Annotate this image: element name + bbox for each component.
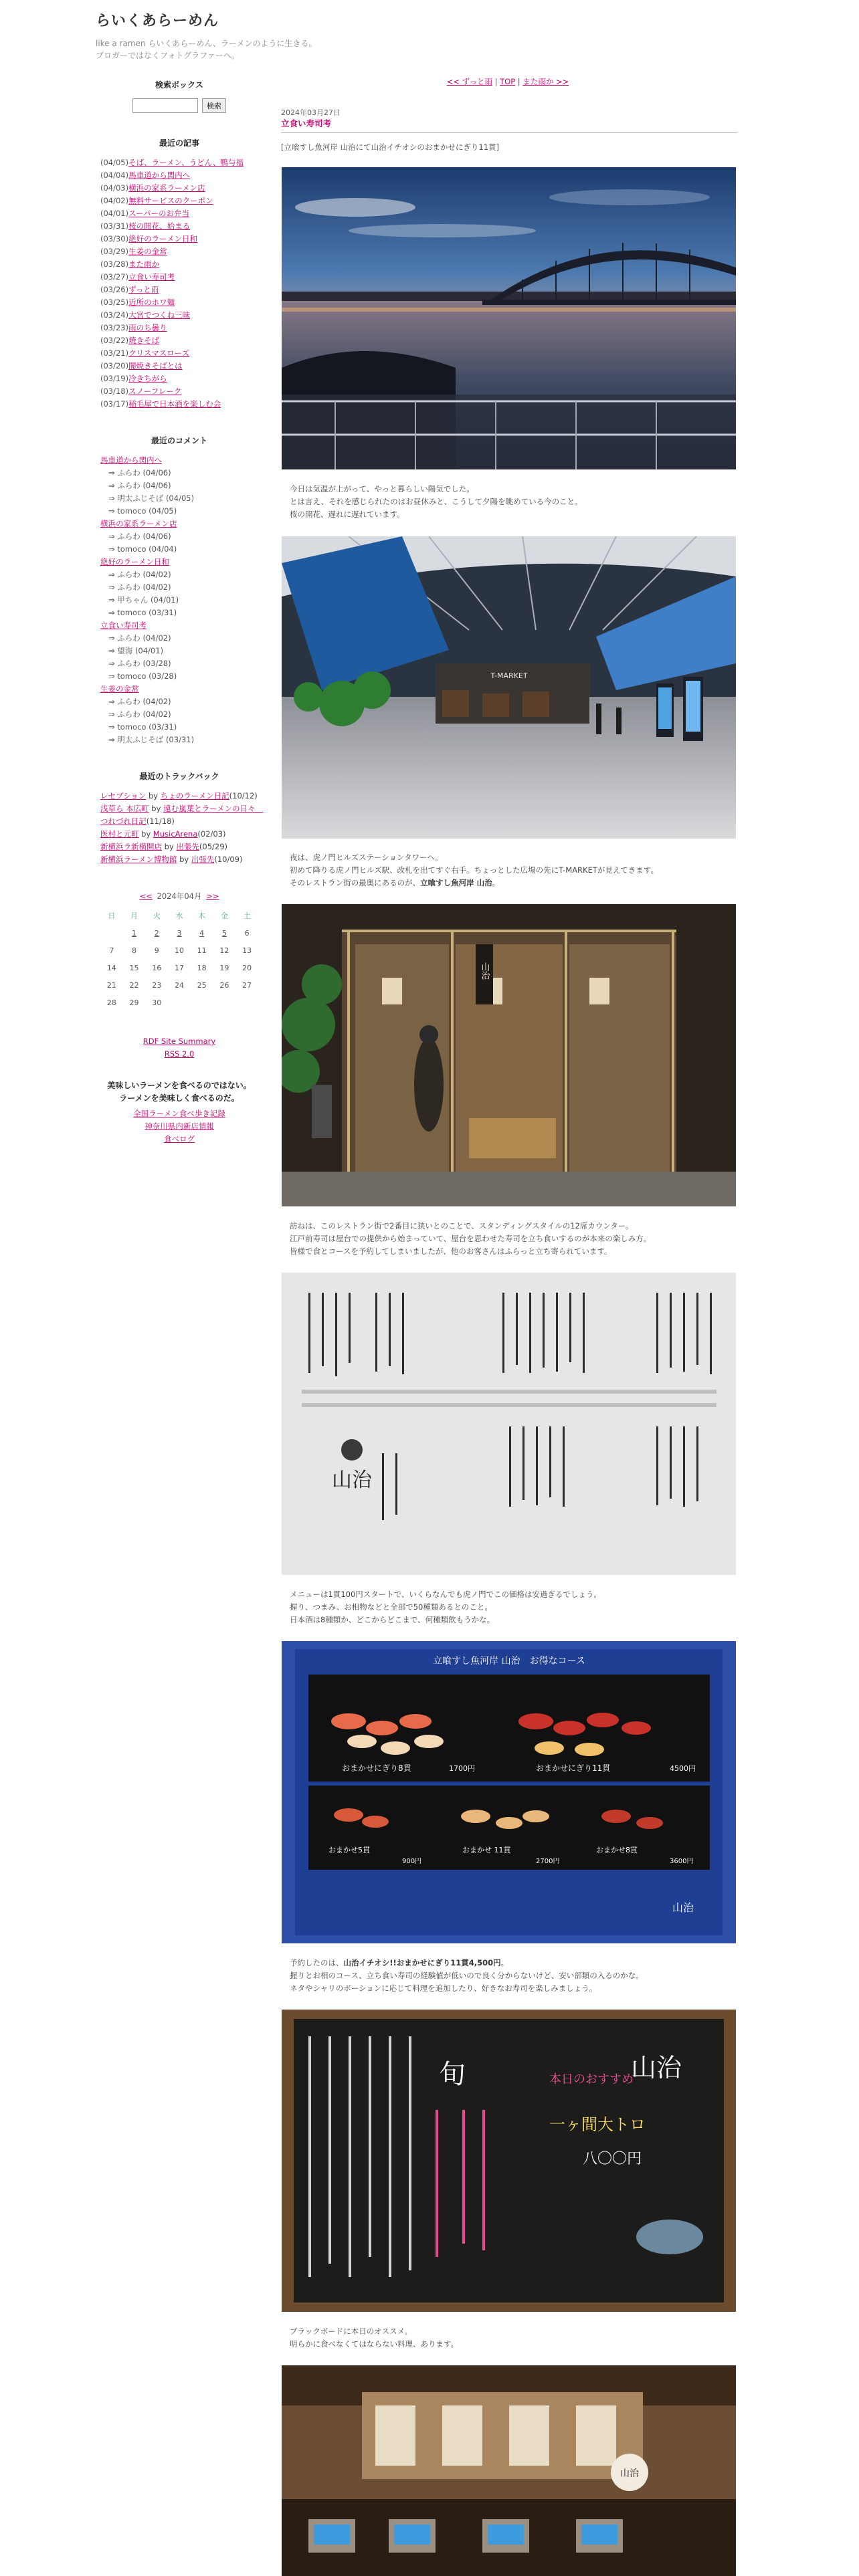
calendar-day[interactable]: 3	[177, 928, 182, 938]
post-paragraph-3	[290, 1220, 731, 1258]
trackback-item	[100, 802, 264, 828]
calendar-day: 21	[106, 980, 116, 990]
trackback-by: by	[146, 791, 161, 800]
trackback-date: (05/29)	[199, 842, 228, 851]
recent-entry-link[interactable]: 闇焼きそばとは	[128, 361, 183, 370]
recent-entry-link[interactable]: ずっと雨	[128, 285, 159, 294]
post-paragraph-5	[290, 1957, 731, 1995]
photo-course-menu	[282, 1641, 736, 1943]
calendar-weekday: 金	[220, 911, 228, 920]
recent-entry-date: (03/27)	[100, 272, 129, 282]
comment-post-link[interactable]: 馬車道から関内へ	[100, 455, 162, 465]
calendar-day[interactable]: 5	[221, 928, 227, 938]
rdf-section	[100, 1035, 258, 1061]
recent-entry-date: (04/02)	[100, 196, 129, 205]
recent-entry	[100, 322, 258, 334]
post-navigation	[280, 76, 736, 87]
calendar-week-row	[100, 924, 258, 942]
trackback-date: (11/18)	[146, 817, 175, 826]
calendar-prev-link[interactable]: <<	[139, 891, 153, 901]
calendar-weekday: 水	[175, 911, 183, 920]
comment-item[interactable]: ⇒ ふらわ (04/06)	[108, 468, 171, 477]
course-5-name: おまかせ8貫	[596, 1846, 638, 1854]
post-text-segment: 予約したのは、	[290, 1958, 344, 1967]
recent-entry-date: (03/24)	[100, 310, 129, 320]
recent-entry-link[interactable]: また雨か	[128, 259, 160, 269]
recent-comments-heading: 最近のコメント	[151, 436, 207, 445]
calendar-day: 9	[154, 946, 159, 955]
trackback-author-link[interactable]: 出張先	[176, 842, 199, 851]
calendar-day: 19	[219, 963, 229, 972]
links-section	[100, 1079, 258, 1146]
comment-item[interactable]: ⇒ ふらわ (04/02)	[108, 582, 171, 592]
calendar-day[interactable]: 1	[132, 928, 137, 938]
blackboard-subtitle: 本日のおすすめ	[549, 2072, 634, 2086]
post-text-line: とは言え、それを感じられたのはお昼休みと、こうして夕陽を眺めている今のこと。	[290, 497, 583, 506]
calendar-day: 12	[219, 946, 229, 955]
recent-entry-date: (03/29)	[100, 247, 129, 256]
post-text-line: 握り、つまみ、お相物などと全部で50種類あるとのこと。	[290, 1602, 492, 1612]
comment-item[interactable]: ⇒ ふらわ (04/06)	[108, 532, 171, 541]
comment-item[interactable]: ⇒ tomoco (03/31)	[108, 722, 177, 732]
calendar-day: 29	[129, 998, 139, 1007]
calendar-day: 8	[132, 946, 137, 955]
recent-entry	[100, 156, 258, 169]
calendar-day: 13	[242, 946, 252, 955]
recent-entry-link[interactable]: スーパーのお弁当	[128, 209, 189, 218]
recent-comments-list	[100, 454, 258, 746]
external-link[interactable]: 神奈川県内新店情報	[145, 1121, 214, 1131]
lantern-text: 山治	[620, 2468, 639, 2479]
calendar-day	[100, 924, 123, 942]
search-input[interactable]	[132, 98, 198, 113]
post-text-line: 夜は、虎ノ門ヒルズステーションタワーへ。	[290, 853, 443, 862]
calendar-weekday: 土	[243, 911, 251, 920]
course-menu-header: 立喰すし魚河岸 山治 お得なコース	[433, 1656, 585, 1667]
comment-post-link[interactable]: 絶好のラーメン日和	[100, 557, 169, 566]
recent-entry-date: (03/31)	[100, 221, 129, 231]
comment-item[interactable]: ⇒ ふらわ (04/02)	[108, 633, 171, 643]
post-text-segment: そのレストラン街の最奥にあるのが、	[290, 878, 421, 887]
post-paragraph-2	[290, 851, 731, 889]
nav-separator: |	[515, 77, 523, 86]
course-4-name: おまかせ 11貫	[462, 1846, 511, 1854]
post-text-line: 江戸前寿司は屋台での提供から始まっていて、屋台を思わせた寿司を立ち食いするのが本来の楽しみ方。	[290, 1234, 652, 1243]
trackbacks-list	[100, 790, 264, 866]
calendar-month-label: 2024年04月	[157, 891, 202, 901]
trackback-author-link[interactable]: 出張先	[191, 855, 215, 864]
course-1-name: おまかせにぎり8貫	[342, 1763, 411, 1773]
recent-entry	[100, 220, 258, 233]
comment-item[interactable]: ⇒ 明太ふじそば (04/05)	[108, 494, 195, 503]
recent-entry-link[interactable]: 大宮でつくね三昧	[128, 310, 191, 320]
tmarket-sign-text: T-MARKET	[490, 671, 528, 680]
trackback-author-link[interactable]: ちょのラーメン日記	[160, 791, 229, 800]
course-4-price: 2700円	[536, 1858, 560, 1865]
comment-item[interactable]: ⇒ 甲ちゃん (04/01)	[108, 595, 179, 605]
trackback-author-link[interactable]: MusicArena	[153, 829, 198, 839]
calendar-weekday: 月	[130, 911, 138, 920]
comment-item[interactable]: ⇒ ふらわ (03/28)	[108, 659, 171, 668]
calendar-day: 15	[129, 963, 139, 972]
trackbacks-heading: 最近のトラックバック	[139, 772, 219, 781]
recent-entry-date: (04/05)	[100, 158, 129, 167]
links-heading-1: 美味しいラーメンを食べるのではない。	[107, 1081, 252, 1090]
comment-item[interactable]: ⇒ tomoco (04/05)	[108, 506, 177, 516]
comment-item[interactable]: ⇒ tomoco (04/04)	[108, 544, 177, 554]
recent-entry	[100, 258, 258, 271]
recent-entry	[100, 271, 258, 284]
site-description	[96, 37, 316, 62]
recent-entry-date: (03/20)	[100, 361, 129, 370]
trackback-date: (02/03)	[197, 829, 226, 839]
course-1-price: 1700円	[449, 1764, 475, 1773]
rdf-summary-link[interactable]: RDF Site Summary	[142, 1037, 216, 1046]
calendar-day: 28	[106, 998, 116, 1007]
photo-sushi-counter	[282, 2365, 736, 2576]
calendar-day: 18	[197, 963, 207, 972]
recent-entry-date: (03/28)	[100, 259, 129, 269]
recent-entry-date: (03/22)	[100, 336, 129, 345]
sidebar	[100, 79, 264, 1170]
trackback-item	[100, 853, 258, 866]
external-link-row	[100, 1133, 258, 1146]
recent-entry-date: (03/25)	[100, 298, 129, 307]
recent-entry	[100, 195, 258, 207]
course-5-price: 3600円	[670, 1858, 694, 1865]
comment-item[interactable]: ⇒ tomoco (03/28)	[108, 671, 177, 681]
post-text-line	[290, 877, 731, 889]
post-title: 立食い寿司考	[281, 118, 332, 128]
trackback-by: by	[177, 855, 191, 864]
recent-entry-link[interactable]: 冷きちがら	[128, 374, 167, 383]
trackback-date: (10/09)	[214, 855, 243, 864]
calendar-day: 17	[174, 963, 184, 972]
trackback-by: by	[149, 804, 164, 813]
recent-entry	[100, 284, 258, 296]
calendar-day: 6	[244, 928, 250, 938]
trackback-by: by	[162, 842, 177, 851]
post-divider	[281, 132, 737, 133]
course-menu-footer: 山治	[672, 1901, 694, 1914]
calendar-day: 11	[197, 946, 207, 955]
comment-item[interactable]: ⇒ 望海 (04/01)	[108, 646, 164, 655]
recent-entry-link[interactable]: 近所のホワ麺	[128, 298, 175, 307]
calendar-day: 20	[242, 963, 252, 972]
recent-entry-link[interactable]: クリスマスローズ	[128, 348, 190, 358]
post-text-line: ブラックボードに本日のオススメ。	[290, 2327, 412, 2336]
recent-entry	[100, 233, 258, 245]
calendar-day: 23	[152, 980, 162, 990]
calendar-day: 27	[242, 980, 252, 990]
recent-entry-link[interactable]: 横浜の家系ラーメン店	[128, 183, 205, 193]
recent-entry-date: (03/26)	[100, 285, 129, 294]
photo-shop-entrance	[282, 904, 736, 1206]
site-description-line2: ブロガーではなくフォトグラファーへ。	[96, 51, 240, 60]
post-text-line: 訪ねは、このレストラン街で2番目に狭いとのことで、スタンディングスタイルの12席カウンター。	[290, 1221, 634, 1230]
post-text-segment: 。	[492, 878, 500, 887]
recent-entry	[100, 347, 258, 360]
trackback-title-link[interactable]: 新横浜ラ新横開店	[100, 842, 162, 851]
post-text-line: 握りとお相のコース、立ち食い寿司の経験値が低いので良く分からないけど、安い部類の入るのかな。	[290, 1971, 644, 1980]
search-button[interactable]: 検索	[202, 98, 226, 113]
calendar-week-row	[100, 994, 258, 1011]
recent-entry-link[interactable]: 稲毛屋で日本酒を楽しむ会	[128, 399, 221, 409]
trackback-item	[100, 841, 258, 853]
recent-entry-date: (03/23)	[100, 323, 129, 332]
calendar-day[interactable]: 2	[154, 928, 159, 938]
trackback-item	[100, 828, 258, 841]
recent-entry-link[interactable]: 絶好のラーメン日和	[128, 234, 198, 243]
recent-entry-link[interactable]: そば、ラーメン、うどん、鴨与福	[128, 158, 244, 167]
post-text-line: 初めて降りる虎ノ門ヒルズ駅、改札を出てすぐ右手。ちょっとした広場の先にT-MARKETが見えてきます。	[290, 865, 658, 875]
blackboard-highlight: 一ヶ間大トロ	[549, 2115, 646, 2134]
recent-entry	[100, 372, 258, 385]
blackboard-price: 八〇〇円	[583, 2151, 642, 2167]
recent-entry	[100, 169, 258, 182]
site-title[interactable]: らいくあらーめん	[96, 13, 219, 29]
comment-item[interactable]: ⇒ tomoco (03/31)	[108, 608, 177, 617]
calendar-day	[213, 994, 236, 1011]
photo-blackboard	[282, 2010, 736, 2312]
comment-item[interactable]: ⇒ ふらわ (04/06)	[108, 481, 171, 490]
calendar-weekday-row	[100, 907, 258, 924]
recent-entry-link[interactable]: 生姜の金常	[128, 247, 167, 256]
blackboard-title: 山治	[630, 2053, 682, 2082]
course-3-name: おまかせ5貫	[328, 1846, 370, 1854]
recent-entry	[100, 360, 258, 372]
recent-entry	[100, 182, 258, 195]
recent-entry-date: (04/04)	[100, 171, 129, 180]
calendar-day: 25	[197, 980, 207, 990]
calendar-week-row	[100, 976, 258, 994]
recent-entries-list	[100, 156, 258, 411]
recent-entry	[100, 207, 258, 220]
comment-item[interactable]: ⇒ 明太ふじそば (03/31)	[108, 735, 195, 744]
comment-item[interactable]: ⇒ ふらわ (04/02)	[108, 697, 171, 706]
post-text-line: 皆様で食とコースを予約してしまいましたが、他のお客さんはふらっと立ち寄られています。	[290, 1247, 612, 1256]
calendar-day: 14	[106, 963, 116, 972]
trackback-author-link[interactable]: 遠む嵐葉とラーメンの日々 つれづれ日記	[100, 804, 264, 826]
recent-entry-date: (04/03)	[100, 183, 129, 193]
photo-menu-sheet	[282, 1273, 736, 1575]
calendar-day: 26	[219, 980, 229, 990]
course-2-name: おまかせにぎり11貫	[536, 1763, 611, 1773]
recent-entry-date: (03/21)	[100, 348, 129, 358]
post-text-line: 日本酒は8種類か、どこからどこまで、何種類飲もうかな。	[290, 1615, 495, 1624]
post-text-line: メニューは1貫100円スタートで、いくらなんでも虎ノ門でこの価格は安過ぎるでしょう。	[290, 1590, 601, 1599]
photo-sunset-river	[282, 167, 736, 469]
nav-separator: |	[492, 77, 500, 86]
trackback-by: by	[138, 829, 153, 839]
post-text-line: 明らかに食べなくてはならない料理、あります。	[290, 2339, 459, 2349]
recent-entry	[100, 296, 258, 309]
post-text-line	[290, 1957, 731, 1969]
calendar-week-row	[100, 959, 258, 976]
recent-entry-link[interactable]: スノーフレーク	[128, 387, 182, 396]
calendar-week-row	[100, 942, 258, 959]
recent-entry-link[interactable]: 雨のち曇り	[128, 323, 167, 332]
recent-entry-link[interactable]: 焼きそば	[128, 336, 160, 345]
search-section	[100, 79, 258, 113]
recent-entry	[100, 245, 258, 258]
post-text-bold: 山治イチオシ!!おまかせにぎり11貫4,500円	[343, 1958, 501, 1967]
external-link-row	[100, 1120, 258, 1133]
trackback-item	[100, 790, 258, 802]
shop-sign-text: 山治	[479, 962, 490, 980]
post-lead: [立喰すし魚河岸 山治にて山治イチオシのおまかせにぎり11貫]	[281, 142, 500, 152]
external-link[interactable]: 全国ラーメン食べ歩き記録	[133, 1109, 225, 1118]
course-2-price: 4500円	[670, 1764, 696, 1773]
calendar-weekday: 木	[198, 911, 206, 920]
rss-link[interactable]: RSS 2.0	[164, 1049, 195, 1059]
post-paragraph-1	[290, 483, 731, 521]
prev-post-link[interactable]: << ずっと雨	[446, 77, 492, 86]
trackback-title-link[interactable]: 医村と元町	[100, 829, 139, 839]
comment-post-link[interactable]: 立食い寿司考	[100, 621, 147, 630]
calendar-day: 24	[174, 980, 184, 990]
calendar-day[interactable]: 4	[199, 928, 205, 938]
post-text-line: 桜の開花、遅れに遅れています。	[290, 510, 405, 519]
trackback-title-link[interactable]: 新横浜ラーメン博物館	[100, 855, 177, 864]
recent-entries-heading: 最近の記事	[159, 138, 199, 148]
post-paragraph-6	[290, 2325, 731, 2351]
course-3-price: 900円	[402, 1858, 422, 1865]
post-text-line: ネタやシャリのボーションに応じて料理を追加したり、好きなお寿司を楽しみましょう。	[290, 1983, 597, 1993]
search-heading: 検索ボックス	[155, 80, 203, 90]
external-link-row	[100, 1107, 258, 1120]
calendar-day: 22	[129, 980, 139, 990]
calendar-section	[100, 890, 258, 1011]
calendar-day: 16	[152, 963, 162, 972]
recent-entry-date: (03/17)	[100, 399, 129, 409]
calendar-weekday: 火	[153, 911, 161, 920]
links-heading-2: ラーメンを美味しく食べるのだ。	[119, 1093, 240, 1103]
recent-entry	[100, 334, 258, 347]
comment-post-link[interactable]: 生姜の金常	[100, 684, 139, 693]
post-text-segment: 。	[500, 1958, 509, 1967]
recent-entry-date: (03/19)	[100, 374, 129, 383]
external-link[interactable]: 食べログ	[164, 1134, 195, 1144]
recent-entry-date: (04/01)	[100, 209, 129, 218]
recent-entry	[100, 398, 258, 411]
calendar-day: 10	[174, 946, 184, 955]
site-description-line1: like a ramen らいくあらーめん、ラーメンのように生きる。	[96, 39, 317, 48]
calendar-day	[168, 994, 191, 1011]
post-paragraph-4	[290, 1588, 731, 1626]
trackback-title-link[interactable]: レセプション	[100, 791, 147, 800]
calendar-weekday: 日	[108, 911, 116, 920]
recent-comments-section	[100, 435, 258, 746]
recent-entry-link[interactable]: 桜の開花、始まる	[128, 221, 191, 231]
post-text-line: 今日は気温が上がって、やっと暮らしい陽気でした。	[290, 484, 474, 494]
calendar-day: 30	[152, 998, 162, 1007]
trackback-date: (10/12)	[229, 791, 258, 800]
recent-entry-date: (03/30)	[100, 234, 129, 243]
top-link[interactable]: TOP	[500, 77, 516, 86]
post-date: 2024年03月27日	[281, 108, 341, 117]
calendar-day	[235, 994, 258, 1011]
calendar-next-link[interactable]: >>	[206, 891, 219, 901]
post-text-bold: 立喰すし魚河岸 山治	[420, 878, 492, 887]
recent-entry-date: (03/18)	[100, 387, 129, 396]
photo-station-atrium	[282, 536, 736, 839]
recent-entry	[100, 385, 258, 398]
recent-entry-link[interactable]: 無料サービスのクーポン	[128, 196, 213, 205]
blackboard-label: 旬	[439, 2059, 466, 2090]
calendar-day: 7	[109, 946, 114, 955]
calendar-nav	[100, 890, 258, 903]
recent-entry	[100, 309, 258, 322]
trackback-title-link[interactable]: 浅草ら 本広町	[100, 804, 149, 813]
comment-item[interactable]: ⇒ ふらわ (04/02)	[108, 710, 171, 719]
next-post-link[interactable]: また雨か >>	[522, 77, 569, 86]
menu-sheet-logo-text: 山治	[332, 1469, 372, 1492]
comment-post-link[interactable]: 横浜の家系ラーメン店	[100, 519, 177, 528]
calendar-table	[100, 907, 258, 1011]
recent-entry-link[interactable]: 馬車道から関内へ	[128, 171, 191, 180]
recent-entries-section	[100, 137, 258, 411]
calendar-day	[191, 994, 213, 1011]
links-list	[100, 1107, 258, 1146]
comment-item[interactable]: ⇒ ふらわ (04/02)	[108, 570, 171, 579]
trackbacks-section	[100, 770, 264, 866]
recent-entry-link[interactable]: 立食い寿司考	[128, 272, 175, 282]
